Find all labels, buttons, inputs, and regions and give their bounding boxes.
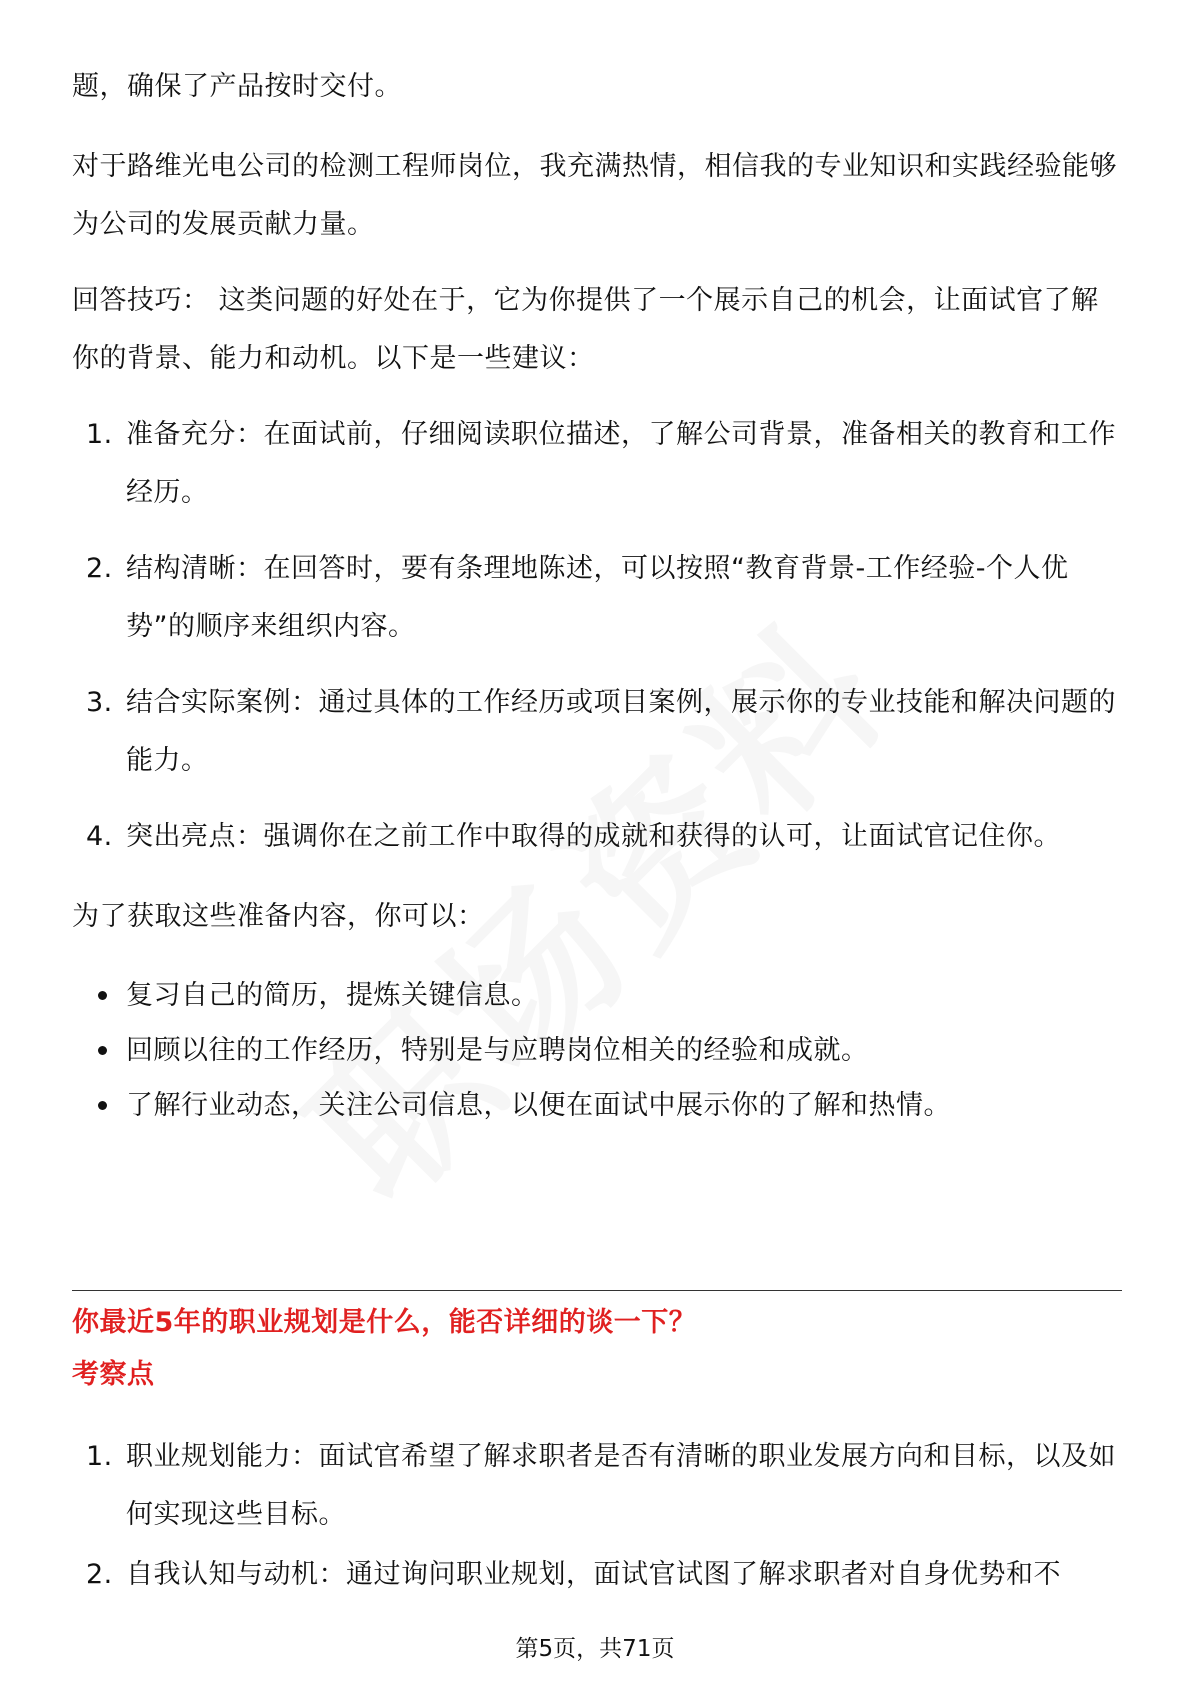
list-text: 复习自己的简历，提炼关键信息。: [126, 980, 539, 1011]
bullet-icon: [98, 1101, 107, 1110]
list-number: 2.: [86, 1559, 113, 1590]
section-label: 考察点: [72, 1359, 155, 1390]
list-text: 回顾以往的工作经历，特别是与应聘岗位相关的经验和成就。: [126, 1035, 869, 1066]
tip-item-3: [86, 674, 1122, 790]
list-number: 1.: [86, 419, 113, 450]
bullet-icon: [98, 991, 107, 1000]
prep-item-1: [98, 976, 1122, 1016]
point-item-1: [86, 1428, 1122, 1544]
tip-item-4: [86, 808, 1122, 866]
list-number: 4.: [86, 821, 113, 852]
list-text: 职业规划能力：面试官希望了解求职者是否有清晰的职业发展方向和目标，以及如何实现这些目标。: [126, 1441, 1116, 1530]
list-text: 了解行业动态，关注公司信息，以便在面试中展示你的了解和热情。: [126, 1090, 951, 1121]
list-number: 2.: [86, 553, 113, 584]
section-divider: [72, 1290, 1122, 1291]
list-number: 1.: [86, 1441, 113, 1472]
tip-item-2: [86, 540, 1122, 656]
list-number: 3.: [86, 687, 113, 718]
prep-item-2: [98, 1031, 1122, 1071]
list-text: 结合实际案例：通过具体的工作经历或项目案例，展示你的专业技能和解决问题的能力。: [126, 687, 1116, 776]
paragraph-answer-tips: 回答技巧： 这类问题的好处在于，它为你提供了一个展示自己的机会，让面试官了解你的背景、能力和动机。以下是一些建议：: [72, 285, 1099, 374]
list-text: 突出亮点：强调你在之前工作中取得的成就和获得的认可，让面试官记住你。: [126, 821, 1061, 852]
paragraph-passion: 对于路维光电公司的检测工程师岗位，我充满热情，相信我的专业知识和实践经验能够为公司的发展贡献力量。: [72, 151, 1117, 240]
paragraph-continuation: 题，确保了产品按时交付。: [72, 71, 402, 102]
point-item-2: [86, 1546, 1122, 1604]
prep-item-3: [98, 1086, 1122, 1126]
list-text: 自我认知与动机：通过询问职业规划，面试官试图了解求职者对自身优势和不: [126, 1559, 1061, 1590]
question-heading: 你最近5年的职业规划是什么，能否详细的谈一下？: [72, 1307, 697, 1338]
bullet-icon: [98, 1046, 107, 1055]
tip-item-1: [86, 406, 1122, 522]
page-footer: 第5页，共71页: [515, 1636, 675, 1662]
list-text: 准备充分：在面试前，仔细阅读职位描述，了解公司背景，准备相关的教育和工作经历。: [126, 419, 1116, 508]
prep-intro: 为了获取这些准备内容，你可以：: [72, 901, 485, 932]
list-text: 结构清晰：在回答时，要有条理地陈述，可以按照“教育背景-工作经验-个人优势”的顺序来组织内容。: [126, 553, 1069, 642]
